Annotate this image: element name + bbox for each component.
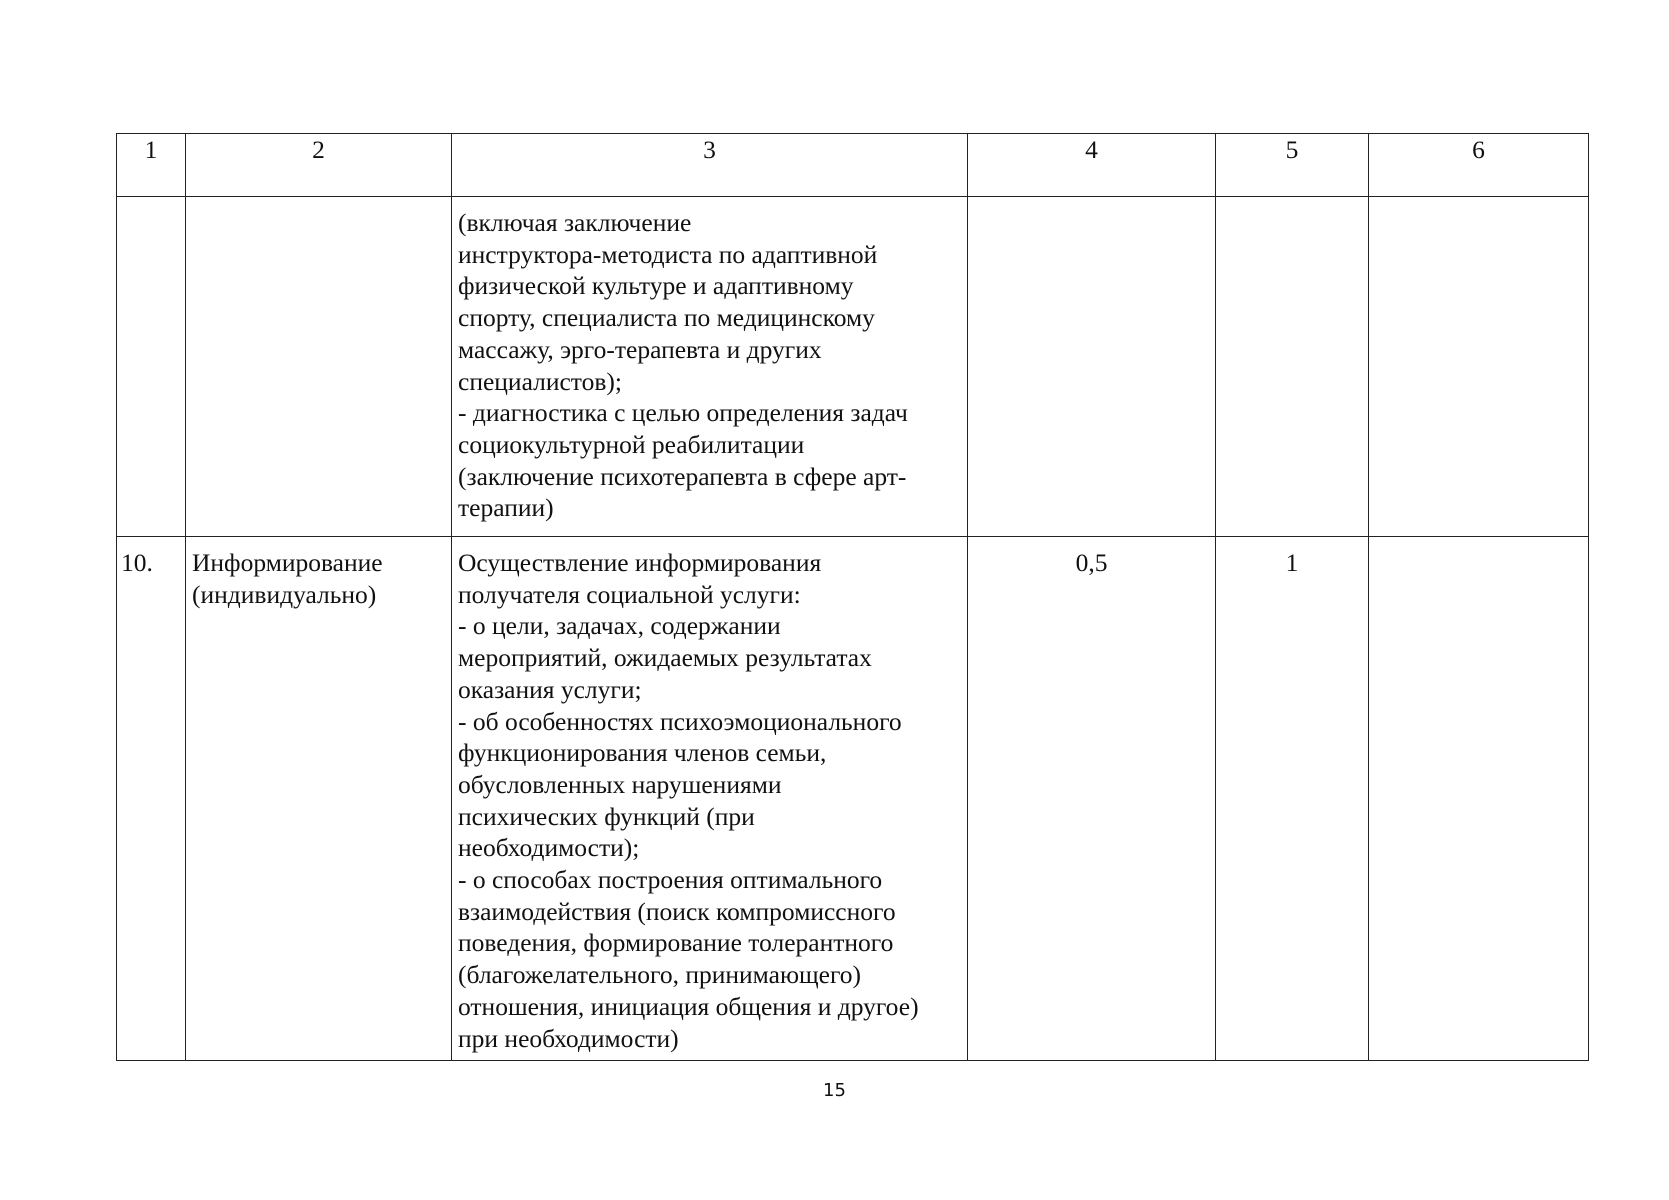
text-line: - диагностика с целью определения задач [458, 398, 908, 428]
text-line: функционирования членов семьи, [458, 738, 827, 768]
text-line: (благожелательного, принимающего) [458, 960, 862, 990]
text-line: специалистов); [458, 366, 622, 396]
text-line: Информирование [192, 548, 383, 577]
text-line: получателя социальной услуги: [458, 579, 801, 609]
header-cell-3: 3 [452, 134, 968, 197]
row10-description-cell [452, 537, 968, 1061]
row10-col4-value: 0,5 [1075, 548, 1108, 577]
header-cell-5: 5 [1216, 134, 1369, 197]
continued-number-cell [117, 197, 186, 537]
continued-col5-cell [1216, 197, 1369, 537]
text-line: - об особенностях психоэмоционального [458, 706, 902, 736]
row10-col6-value [1369, 537, 1588, 547]
row10-name-text [186, 537, 451, 610]
text-line: (заключение психотерапевта в сфере арт- [458, 461, 907, 491]
row10-col5-value: 1 [1285, 548, 1299, 577]
row10-name-cell [186, 537, 452, 1061]
header-cell-6: 6 [1369, 134, 1589, 197]
header-cell-1: 1 [117, 134, 186, 197]
continued-col4-cell [968, 197, 1216, 537]
row10-number-cell [117, 537, 186, 1061]
continued-col6-cell [1369, 197, 1589, 537]
text-line: отношения, инициация общения и другое) [458, 991, 919, 1021]
row10-description-text [452, 537, 967, 1054]
continued-description-cell [452, 197, 968, 537]
table-row-10 [117, 537, 1589, 1061]
table-header-row [117, 134, 1589, 197]
text-line: поведения, формирование толерантного [458, 928, 894, 958]
text-line: физической культуре и адаптивному [458, 271, 854, 301]
continued-description-text [452, 197, 967, 524]
text-line: оказания услуги; [458, 674, 642, 704]
row10-col6-cell [1369, 537, 1589, 1061]
text-line: терапии) [458, 493, 554, 523]
text-line: необходимости); [458, 833, 640, 863]
text-line: психических функций (при [458, 801, 755, 831]
page-number: 15 [823, 1080, 846, 1101]
text-line: (индивидуально) [192, 579, 377, 609]
continued-name-cell [186, 197, 452, 537]
text-line: социокультурной реабилитации [458, 429, 805, 459]
text-line: Осуществление информирования [458, 548, 822, 577]
text-line: инструктора-методиста по адаптивной [458, 239, 878, 269]
row10-col4-cell [968, 537, 1216, 1061]
header-cell-2: 2 [186, 134, 452, 197]
text-line: спорту, специалиста по медицинскому [458, 303, 875, 333]
text-line: обусловленных нарушениями [458, 769, 782, 799]
text-line: - о цели, задачах, содержании [458, 611, 781, 641]
header-cell-4: 4 [968, 134, 1216, 197]
text-line: - о способах построения оптимального [458, 865, 883, 895]
text-line: взаимодействия (поиск компромиссного [458, 896, 896, 926]
text-line: (включая заключение [458, 208, 692, 237]
services-table [116, 133, 1589, 1061]
text-line: массажу, эрго-терапевта и других [458, 334, 822, 364]
row10-number: 10. [121, 548, 153, 577]
row10-col5-cell [1216, 537, 1369, 1061]
text-line: мероприятий, ожидаемых результатах [458, 643, 872, 673]
text-line: при необходимости) [458, 1023, 679, 1053]
table-row-continued [117, 197, 1589, 537]
